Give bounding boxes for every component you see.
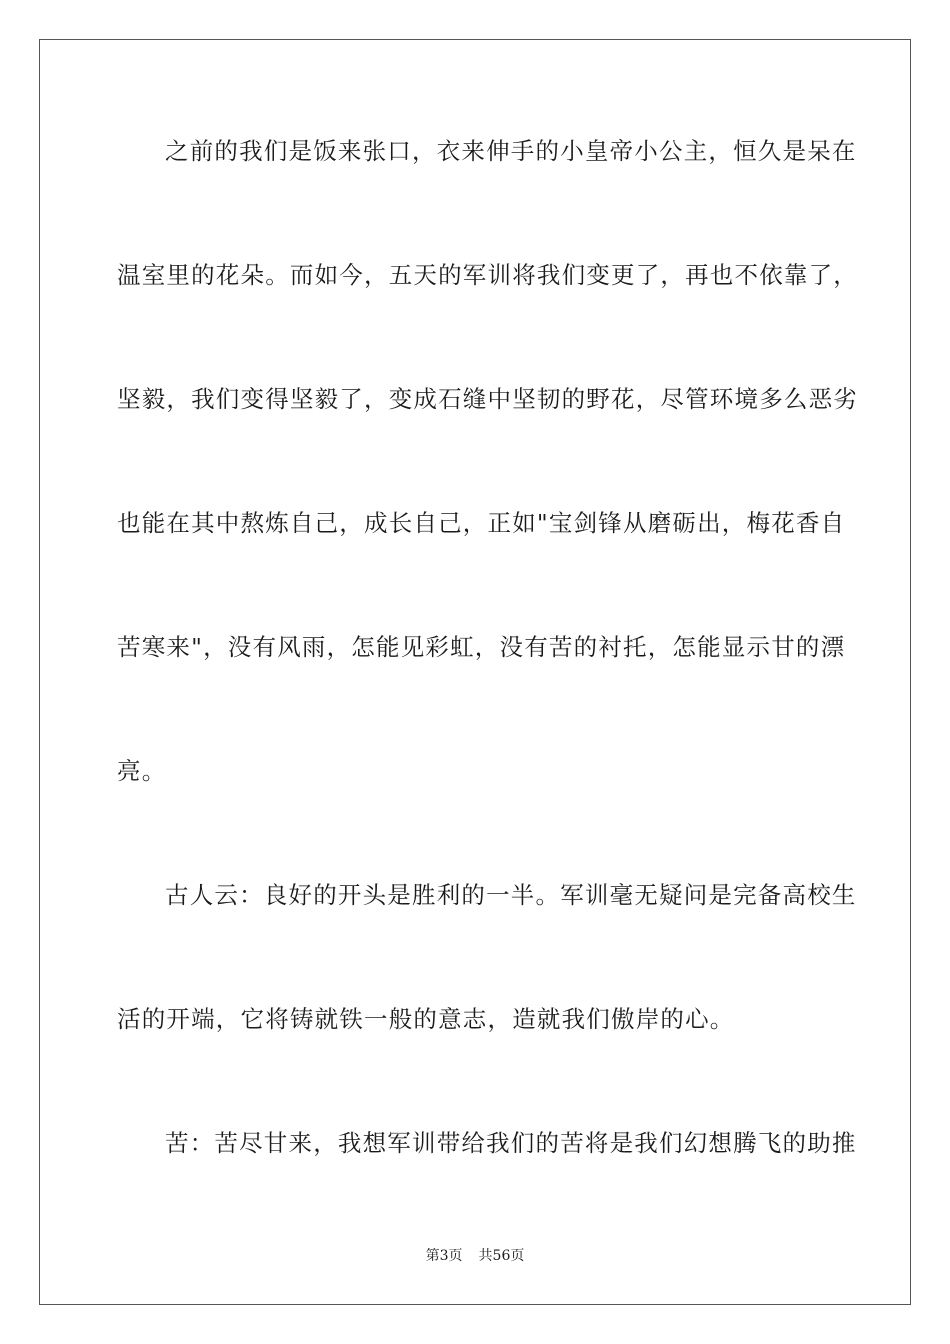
paragraph-line: 苦：苦尽甘来，我想军训带给我们的苦将是我们幻想腾飞的助推	[165, 1129, 857, 1157]
page-number: 第3页	[425, 1248, 463, 1264]
paragraph-line: 亮。	[117, 757, 167, 785]
paragraph-line: 活的开端，它将铸就铁一般的意志，造就我们傲岸的心。	[117, 1005, 735, 1033]
page-total: 共56页	[478, 1248, 525, 1264]
paragraph-line: 之前的我们是饭来张口，衣来伸手的小皇帝小公主，恒久是呆在	[165, 137, 857, 165]
page-border	[39, 39, 911, 1305]
paragraph-line: 也能在其中熬炼自己，成长自己，正如"宝剑锋从磨砺出，梅花香自	[117, 509, 846, 537]
paragraph-line: 坚毅，我们变得坚毅了，变成石缝中坚韧的野花，尽管环境多么恶劣	[117, 385, 858, 413]
paragraph-line: 苦寒来"，没有风雨，怎能见彩虹，没有苦的衬托，怎能显示甘的漂	[117, 633, 846, 661]
page-footer	[0, 1246, 950, 1266]
paragraph-line: 温室里的花朵。而如今，五天的军训将我们变更了，再也不依靠了，	[117, 261, 858, 289]
paragraph-line: 古人云：良好的开头是胜利的一半。军训毫无疑问是完备高校生	[165, 881, 857, 909]
